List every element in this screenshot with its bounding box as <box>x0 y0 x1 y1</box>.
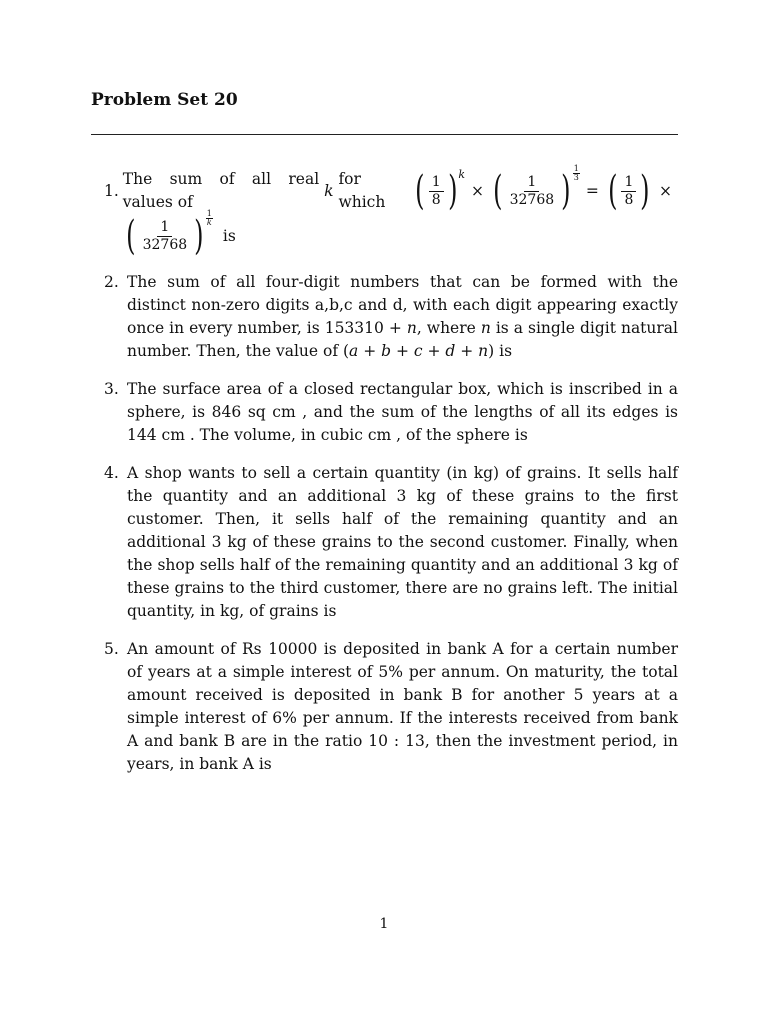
right-paren: ) <box>447 168 458 214</box>
right-paren: ) <box>561 168 571 214</box>
problem-text: ) is <box>488 342 513 360</box>
fraction: $\frac{1}{32768}$ <box>509 173 555 208</box>
problem-text: is a single digit natural number. Then, the value of ( <box>127 319 678 360</box>
variable-n: n <box>480 319 491 337</box>
problem-number: 2. <box>104 273 119 291</box>
problem-item-3 <box>91 378 678 447</box>
fraction: $\frac{1}{8}$ <box>621 174 636 209</box>
math-expression: a + b + c + d + n <box>349 342 489 360</box>
math-term-1-8-power-k <box>412 167 465 214</box>
page-title: Problem Set 20 <box>91 90 238 110</box>
right-paren: ) <box>194 213 204 259</box>
problem-text: , where <box>416 319 476 337</box>
title-divider <box>91 134 678 135</box>
problem-text: The surface area of a closed rectangular box, which is inscribed in a sphere, is 846 sq cm , and the sum of the lengths of all its edges is 144 cm . The volume, in cubic cm , of the sphere is <box>127 380 678 444</box>
variable-k: k <box>324 181 334 200</box>
right-paren: ) <box>640 168 650 214</box>
problem-number: 4. <box>104 464 119 482</box>
problem-number: 3. <box>104 380 119 398</box>
problem-number: 1. <box>104 181 119 200</box>
math-term-1-32768-power-third <box>490 163 580 214</box>
problem-item-4 <box>91 462 678 623</box>
left-paren: ( <box>126 213 136 259</box>
left-paren: ( <box>415 168 425 214</box>
fraction: $\frac{1}{32768}$ <box>142 218 188 253</box>
problem-text: for which <box>338 170 386 211</box>
problem-item-1 <box>91 163 678 259</box>
math-term-1-32768-power-inv-k <box>123 208 213 259</box>
problem-text: is <box>222 226 236 245</box>
problem-1-line-2 <box>91 208 678 259</box>
times-sign: × <box>471 181 484 200</box>
page-number: 1 <box>379 916 389 932</box>
problem-item-2 <box>91 271 678 363</box>
left-paren: ( <box>493 168 503 214</box>
fraction: $\frac{1}{8}$ <box>429 174 444 209</box>
equals-sign: = <box>585 181 599 200</box>
problem-number: 5. <box>104 640 119 658</box>
left-paren: ( <box>607 168 618 214</box>
problem-text: The sum of all real values of <box>122 170 320 211</box>
exponent-one-third: 1 3 <box>573 163 579 182</box>
variable-n: n <box>406 319 417 337</box>
problem-text: An amount of Rs 10000 is deposited in bank A for a certain number of years at a simple interest of 5% per annum. On maturity, the total amount received is deposited in bank B for another 5 years at a simple interest of 6% per annum. If the interests received from bank A and bank B are in the ratio 10 : 13, then the investment period, in years, in bank A is <box>127 640 678 773</box>
exponent-one-over-k: 1 k <box>206 208 212 227</box>
math-term-1-8 <box>605 168 653 214</box>
exponent-k: k <box>458 167 465 181</box>
problem-1-line-1 <box>91 163 678 214</box>
times-sign: × <box>659 181 672 200</box>
problem-text: The sum of all four-digit numbers that can be formed with the distinct non-zero digits a,b,c and d, with each digit appearing exactly once in every number, is 153310 + <box>127 273 678 337</box>
problem-text: A shop wants to sell a certain quantity (in kg) of grains. It sells half the quantity and an additional 3 kg of these grains to the first customer. Then, it sells half of the remaining quantity and an additional 3 kg of these grains to the second customer. Finally, when the shop sells half of the remaining quantity and an additional 3 kg of these grains to the third customer, there are no grains left. The initial quantity, in kg, of grains is <box>127 464 678 620</box>
problem-list <box>91 163 678 791</box>
problem-item-5 <box>91 638 678 776</box>
